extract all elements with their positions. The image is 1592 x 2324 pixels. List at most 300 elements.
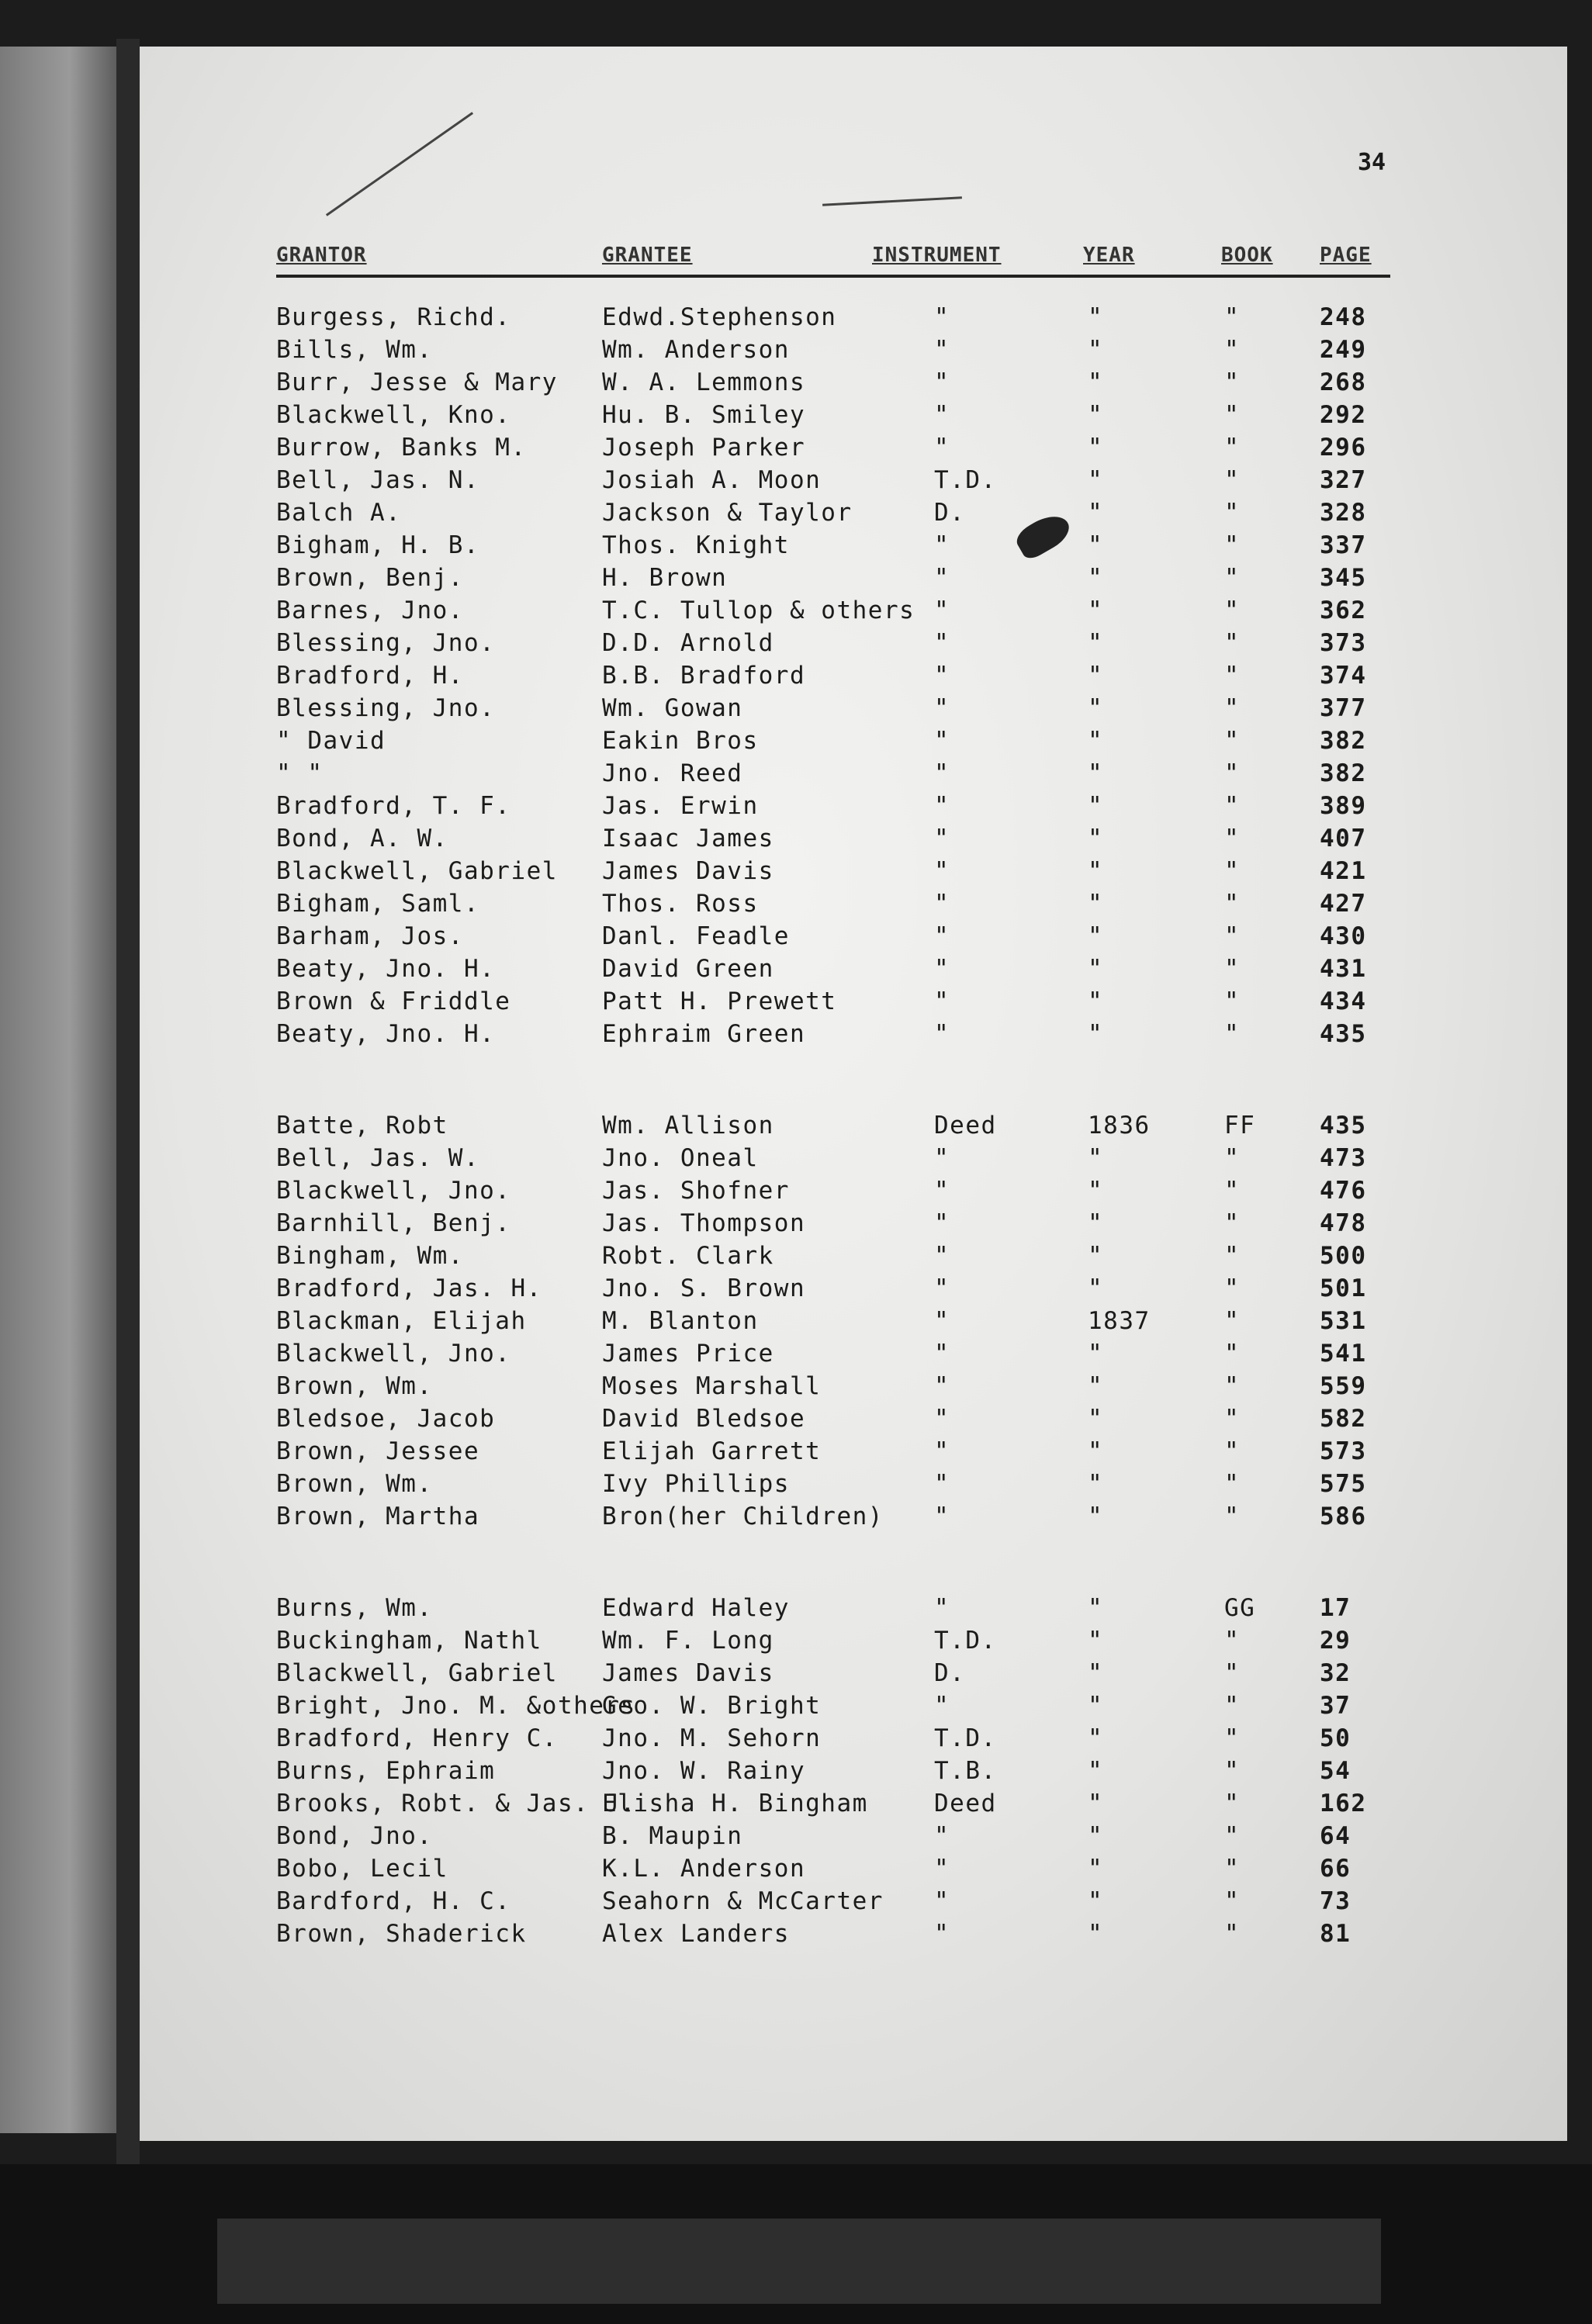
table-row xyxy=(276,1820,1390,1852)
cell-year: " xyxy=(1088,1274,1104,1302)
cell-instrument: " xyxy=(934,1887,950,1915)
cell-page: 64 xyxy=(1320,1822,1351,1850)
cell-grantor: Bradford, T. F. xyxy=(276,792,511,820)
cell-page: 389 xyxy=(1320,792,1367,820)
cell-grantor: Brown, Martha xyxy=(276,1503,480,1530)
table-row xyxy=(276,887,1390,920)
cell-page: 32 xyxy=(1320,1659,1351,1687)
cell-instrument: " xyxy=(934,825,950,852)
cell-instrument: " xyxy=(934,792,950,820)
cell-book: " xyxy=(1224,629,1241,657)
cell-book: " xyxy=(1224,955,1241,983)
cell-page: 327 xyxy=(1320,466,1367,494)
cell-grantor: Brown, Wm. xyxy=(276,1372,433,1400)
page-number: 34 xyxy=(1358,149,1386,176)
cell-year: " xyxy=(1088,1372,1104,1400)
cell-year: " xyxy=(1088,1177,1104,1205)
cell-grantee: D.D. Arnold xyxy=(602,629,774,657)
cell-grantee: Geo. W. Bright xyxy=(602,1692,822,1720)
cell-grantor: Beaty, Jno. H. xyxy=(276,1020,496,1048)
cell-grantee: K.L. Anderson xyxy=(602,1855,806,1883)
cell-book: " xyxy=(1224,1405,1241,1433)
cell-grantee: Patt H. Prewett xyxy=(602,987,837,1015)
cell-grantor: Blessing, Jno. xyxy=(276,694,496,722)
cell-book: " xyxy=(1224,1274,1241,1302)
cell-grantee: B.B. Bradford xyxy=(602,662,806,690)
cell-grantee: Alex Landers xyxy=(602,1920,790,1948)
table-row xyxy=(276,1018,1390,1050)
cell-grantee: David Bledsoe xyxy=(602,1405,806,1433)
cell-book: " xyxy=(1224,1692,1241,1720)
table-row xyxy=(276,1755,1390,1787)
cell-grantee: Elijah Garrett xyxy=(602,1437,822,1465)
cell-grantor: Barham, Jos. xyxy=(276,922,464,950)
cell-page: 573 xyxy=(1320,1437,1367,1465)
cell-year: " xyxy=(1088,1855,1104,1883)
cell-page: 268 xyxy=(1320,368,1367,396)
cell-year: " xyxy=(1088,857,1104,885)
cell-page: 435 xyxy=(1320,1020,1367,1048)
cell-instrument: " xyxy=(934,694,950,722)
cell-page: 374 xyxy=(1320,662,1367,690)
table-row xyxy=(276,1240,1390,1272)
cell-page: 382 xyxy=(1320,759,1367,787)
table-row xyxy=(276,1109,1390,1142)
table-row xyxy=(276,1435,1390,1468)
cell-book: " xyxy=(1224,1340,1241,1368)
cell-page: 249 xyxy=(1320,336,1367,364)
cell-grantee: Hu. B. Smiley xyxy=(602,401,806,429)
cell-grantor: Brown, Benj. xyxy=(276,564,464,592)
cell-instrument: " xyxy=(934,759,950,787)
cell-page: 373 xyxy=(1320,629,1367,657)
cell-instrument: " xyxy=(934,857,950,885)
cell-grantee: Thos. Ross xyxy=(602,890,759,918)
cell-grantor: Bright, Jno. M. &others xyxy=(276,1692,636,1720)
cell-instrument: " xyxy=(934,1209,950,1237)
cell-year: " xyxy=(1088,1692,1104,1720)
cell-page: 296 xyxy=(1320,434,1367,462)
cell-grantor: Bobo, Lecil xyxy=(276,1855,448,1883)
cell-grantee: Thos. Knight xyxy=(602,531,790,559)
cell-grantee: Wm. Anderson xyxy=(602,336,790,364)
cell-book: " xyxy=(1224,890,1241,918)
cell-year: " xyxy=(1088,1020,1104,1048)
cell-grantee: Jno. M. Sehorn xyxy=(602,1724,822,1752)
cell-instrument: " xyxy=(934,1437,950,1465)
table-row xyxy=(276,1689,1390,1722)
table-row xyxy=(276,1305,1390,1337)
cell-grantee: Jas. Shofner xyxy=(602,1177,790,1205)
cell-grantor: Burgess, Richd. xyxy=(276,303,511,331)
cell-year: " xyxy=(1088,1503,1104,1530)
cell-year: " xyxy=(1088,727,1104,755)
header-grantor: GRANTOR xyxy=(276,244,367,267)
cell-grantor: Brooks, Robt. & Jas. J. xyxy=(276,1790,636,1817)
cell-grantee: Danl. Feadle xyxy=(602,922,790,950)
cell-year: " xyxy=(1088,597,1104,624)
cell-instrument: " xyxy=(934,662,950,690)
table-row xyxy=(276,1787,1390,1820)
cell-grantee: Ivy Phillips xyxy=(602,1470,790,1498)
cell-year: " xyxy=(1088,987,1104,1015)
cell-grantee: Seahorn & McCarter xyxy=(602,1887,884,1915)
table-row xyxy=(276,431,1390,464)
cell-year: " xyxy=(1088,759,1104,787)
table-row xyxy=(276,594,1390,627)
cell-grantor: Burns, Ephraim xyxy=(276,1757,496,1785)
cell-grantor: Brown, Wm. xyxy=(276,1470,433,1498)
header-book: BOOK xyxy=(1221,244,1273,267)
cell-book: " xyxy=(1224,922,1241,950)
cell-grantee: Jno. S. Brown xyxy=(602,1274,806,1302)
table-row xyxy=(276,985,1390,1018)
cell-grantee: H. Brown xyxy=(602,564,728,592)
cell-page: 362 xyxy=(1320,597,1367,624)
cell-book: " xyxy=(1224,759,1241,787)
cell-grantor: Burrow, Banks M. xyxy=(276,434,527,462)
cell-grantee: Edward Haley xyxy=(602,1594,790,1622)
cell-year: " xyxy=(1088,955,1104,983)
cell-grantor: Bradford, Henry C. xyxy=(276,1724,558,1752)
cell-book: " xyxy=(1224,531,1241,559)
cell-page: 17 xyxy=(1320,1594,1351,1622)
cell-year: " xyxy=(1088,1470,1104,1498)
cell-grantee: Jas. Thompson xyxy=(602,1209,806,1237)
cell-instrument: " xyxy=(934,629,950,657)
cell-grantor: Blessing, Jno. xyxy=(276,629,496,657)
table-row xyxy=(276,1370,1390,1402)
table-row xyxy=(276,562,1390,594)
cell-book: " xyxy=(1224,1757,1241,1785)
cell-book: GG xyxy=(1224,1594,1256,1622)
table-row xyxy=(276,822,1390,855)
cell-book: " xyxy=(1224,1372,1241,1400)
table-row xyxy=(276,855,1390,887)
cell-book: " xyxy=(1224,694,1241,722)
cell-page: 582 xyxy=(1320,1405,1367,1433)
cell-grantor: Balch A. xyxy=(276,499,402,527)
table-row xyxy=(276,659,1390,692)
cell-page: 292 xyxy=(1320,401,1367,429)
cell-page: 575 xyxy=(1320,1470,1367,1498)
cell-year: " xyxy=(1088,1724,1104,1752)
table-row xyxy=(276,1402,1390,1435)
cell-grantee: Isaac James xyxy=(602,825,774,852)
cell-grantor: Bond, A. W. xyxy=(276,825,448,852)
cell-grantor: Blackwell, Gabriel xyxy=(276,857,558,885)
cell-grantee: Edwd.Stephenson xyxy=(602,303,837,331)
cell-grantor: Barnes, Jno. xyxy=(276,597,464,624)
table-row xyxy=(276,725,1390,757)
cell-year: " xyxy=(1088,629,1104,657)
cell-grantee: James Davis xyxy=(602,1659,774,1687)
cell-year: " xyxy=(1088,1822,1104,1850)
cell-year: " xyxy=(1088,922,1104,950)
table-row xyxy=(276,1337,1390,1370)
cell-book: " xyxy=(1224,987,1241,1015)
cell-instrument: T.D. xyxy=(934,1724,997,1752)
cell-page: 500 xyxy=(1320,1242,1367,1270)
cell-grantor: Blackwell, Jno. xyxy=(276,1340,511,1368)
cell-year: " xyxy=(1088,1242,1104,1270)
cell-page: 382 xyxy=(1320,727,1367,755)
cell-page: 73 xyxy=(1320,1887,1351,1915)
cell-book: " xyxy=(1224,1209,1241,1237)
cell-book: " xyxy=(1224,792,1241,820)
cell-instrument: " xyxy=(934,303,950,331)
cell-book: " xyxy=(1224,1627,1241,1655)
table-row xyxy=(276,953,1390,985)
cell-year: " xyxy=(1088,825,1104,852)
table-row xyxy=(276,692,1390,725)
cell-book: " xyxy=(1224,1242,1241,1270)
cell-grantor: Burr, Jesse & Mary xyxy=(276,368,558,396)
table-row xyxy=(276,1500,1390,1533)
cell-book: " xyxy=(1224,564,1241,592)
cell-instrument: " xyxy=(934,368,950,396)
cell-instrument: " xyxy=(934,1340,950,1368)
cell-grantee: T.C. Tullop & others xyxy=(602,597,915,624)
cell-grantor: " David xyxy=(276,727,386,755)
cell-book: " xyxy=(1224,597,1241,624)
cell-year: " xyxy=(1088,531,1104,559)
cell-grantor: Bell, Jas. N. xyxy=(276,466,480,494)
cell-grantee: Ephraim Green xyxy=(602,1020,806,1048)
cell-page: 248 xyxy=(1320,303,1367,331)
cell-book: " xyxy=(1224,1887,1241,1915)
section-gap xyxy=(276,1533,1390,1592)
header-year: YEAR xyxy=(1083,244,1135,267)
cell-page: 66 xyxy=(1320,1855,1351,1883)
table-row xyxy=(276,1468,1390,1500)
cell-page: 430 xyxy=(1320,922,1367,950)
cell-instrument: " xyxy=(934,1372,950,1400)
cell-instrument: " xyxy=(934,336,950,364)
cell-book: " xyxy=(1224,727,1241,755)
cell-book: " xyxy=(1224,1920,1241,1948)
cell-year: " xyxy=(1088,466,1104,494)
header-grantee: GRANTEE xyxy=(602,244,693,267)
cell-page: 50 xyxy=(1320,1724,1351,1752)
table-row xyxy=(276,529,1390,562)
cell-page: 421 xyxy=(1320,857,1367,885)
cell-page: 541 xyxy=(1320,1340,1367,1368)
cell-book: " xyxy=(1224,434,1241,462)
cell-year: " xyxy=(1088,1594,1104,1622)
cell-book: " xyxy=(1224,1790,1241,1817)
table-row xyxy=(276,1272,1390,1305)
cell-instrument: " xyxy=(934,1855,950,1883)
table-row xyxy=(276,366,1390,399)
cell-grantee: Robt. Clark xyxy=(602,1242,774,1270)
cell-book: " xyxy=(1224,1503,1241,1530)
cell-book: " xyxy=(1224,1437,1241,1465)
cell-grantor: Buckingham, Nathl xyxy=(276,1627,542,1655)
cell-book: " xyxy=(1224,1470,1241,1498)
cell-grantor: Bradford, H. xyxy=(276,662,464,690)
cell-page: 54 xyxy=(1320,1757,1351,1785)
cell-instrument: D. xyxy=(934,499,966,527)
cell-grantor: Burns, Wm. xyxy=(276,1594,433,1622)
cell-grantor: " " xyxy=(276,759,324,787)
cell-instrument: " xyxy=(934,1503,950,1530)
cell-year: " xyxy=(1088,1437,1104,1465)
cell-page: 531 xyxy=(1320,1307,1367,1335)
cell-grantor: Barnhill, Benj. xyxy=(276,1209,511,1237)
cell-year: 1837 xyxy=(1088,1307,1151,1335)
table-row xyxy=(276,920,1390,953)
cell-grantor: Bledsoe, Jacob xyxy=(276,1405,496,1433)
cell-page: 377 xyxy=(1320,694,1367,722)
cell-year: " xyxy=(1088,499,1104,527)
table-row xyxy=(276,334,1390,366)
cell-page: 162 xyxy=(1320,1790,1367,1817)
cell-book: " xyxy=(1224,857,1241,885)
cell-book: " xyxy=(1224,1307,1241,1335)
table-row xyxy=(276,1207,1390,1240)
cell-grantor: Bradford, Jas. H. xyxy=(276,1274,542,1302)
cell-grantor: Blackwell, Kno. xyxy=(276,401,511,429)
cell-year: " xyxy=(1088,401,1104,429)
cell-grantee: Joseph Parker xyxy=(602,434,806,462)
table-row xyxy=(276,1722,1390,1755)
table-row xyxy=(276,790,1390,822)
cell-year: " xyxy=(1088,303,1104,331)
cell-book: " xyxy=(1224,466,1241,494)
header-page: PAGE xyxy=(1320,244,1372,267)
cell-grantor: Bell, Jas. W. xyxy=(276,1144,480,1172)
cell-page: 407 xyxy=(1320,825,1367,852)
cell-year: " xyxy=(1088,1209,1104,1237)
cell-page: 435 xyxy=(1320,1112,1367,1140)
table-row xyxy=(276,1885,1390,1918)
cell-page: 328 xyxy=(1320,499,1367,527)
cell-year: " xyxy=(1088,694,1104,722)
cell-year: " xyxy=(1088,1144,1104,1172)
cell-instrument: Deed xyxy=(934,1790,997,1817)
table-row xyxy=(276,1142,1390,1174)
cell-year: " xyxy=(1088,1790,1104,1817)
cell-instrument: " xyxy=(934,1020,950,1048)
cell-year: " xyxy=(1088,1887,1104,1915)
table-row xyxy=(276,399,1390,431)
cell-instrument: " xyxy=(934,1920,950,1948)
cell-instrument: " xyxy=(934,401,950,429)
cell-book: " xyxy=(1224,303,1241,331)
section-gap xyxy=(276,1050,1390,1109)
cell-instrument: " xyxy=(934,1274,950,1302)
cell-grantor: Bingham, Wm. xyxy=(276,1242,464,1270)
cell-grantee: Wm. Gowan xyxy=(602,694,743,722)
cell-grantee: Jno. W. Rainy xyxy=(602,1757,806,1785)
cell-year: " xyxy=(1088,564,1104,592)
cell-page: 337 xyxy=(1320,531,1367,559)
cell-page: 501 xyxy=(1320,1274,1367,1302)
cell-page: 478 xyxy=(1320,1209,1367,1237)
cell-grantee: Eakin Bros xyxy=(602,727,759,755)
book-gutter xyxy=(116,39,140,2164)
cell-book: " xyxy=(1224,1659,1241,1687)
cell-grantor: Brown & Friddle xyxy=(276,987,511,1015)
cell-book: " xyxy=(1224,1724,1241,1752)
cell-year: " xyxy=(1088,1627,1104,1655)
cell-grantor: Bigham, H. B. xyxy=(276,531,480,559)
cell-grantee: James Davis xyxy=(602,857,774,885)
cell-page: 29 xyxy=(1320,1627,1351,1655)
cell-instrument: " xyxy=(934,1242,950,1270)
cell-book: " xyxy=(1224,368,1241,396)
cell-grantor: Bardford, H. C. xyxy=(276,1887,511,1915)
cell-instrument: " xyxy=(934,890,950,918)
cell-instrument: " xyxy=(934,1470,950,1498)
cell-instrument: " xyxy=(934,1307,950,1335)
cell-page: 586 xyxy=(1320,1503,1367,1530)
cell-year: " xyxy=(1088,368,1104,396)
table-row xyxy=(276,1592,1390,1624)
table-row xyxy=(276,1174,1390,1207)
cell-grantor: Batte, Robt xyxy=(276,1112,448,1140)
cell-year: 1836 xyxy=(1088,1112,1151,1140)
cell-grantor: Blackwell, Gabriel xyxy=(276,1659,558,1687)
cell-book: " xyxy=(1224,336,1241,364)
cell-book: " xyxy=(1224,401,1241,429)
cell-year: " xyxy=(1088,890,1104,918)
cell-grantee: Wm. F. Long xyxy=(602,1627,774,1655)
cell-book: " xyxy=(1224,662,1241,690)
cell-instrument: T.D. xyxy=(934,1627,997,1655)
cell-grantee: W. A. Lemmons xyxy=(602,368,806,396)
deed-index-table xyxy=(276,301,1390,1950)
cell-instrument: D. xyxy=(934,1659,966,1687)
cell-page: 431 xyxy=(1320,955,1367,983)
cell-instrument: " xyxy=(934,1144,950,1172)
cell-instrument: " xyxy=(934,1692,950,1720)
cell-year: " xyxy=(1088,1757,1104,1785)
cell-grantor: Beaty, Jno. H. xyxy=(276,955,496,983)
cell-instrument: " xyxy=(934,597,950,624)
column-header-row xyxy=(276,244,1390,278)
cell-instrument: " xyxy=(934,922,950,950)
cell-page: 473 xyxy=(1320,1144,1367,1172)
cell-instrument: " xyxy=(934,1594,950,1622)
cell-grantee: Jno. Oneal xyxy=(602,1144,759,1172)
cell-instrument: " xyxy=(934,1177,950,1205)
cell-grantor: Bond, Jno. xyxy=(276,1822,433,1850)
cell-instrument: " xyxy=(934,955,950,983)
cell-page: 37 xyxy=(1320,1692,1351,1720)
cell-grantor: Brown, Jessee xyxy=(276,1437,480,1465)
cell-year: " xyxy=(1088,1920,1104,1948)
cell-year: " xyxy=(1088,1340,1104,1368)
cell-year: " xyxy=(1088,336,1104,364)
cell-grantor: Bills, Wm. xyxy=(276,336,433,364)
cell-year: " xyxy=(1088,1405,1104,1433)
cell-book: " xyxy=(1224,499,1241,527)
cell-instrument: Deed xyxy=(934,1112,997,1140)
cell-grantee: Jno. Reed xyxy=(602,759,743,787)
cell-instrument: " xyxy=(934,564,950,592)
cell-instrument: " xyxy=(934,727,950,755)
cell-grantee: Jas. Erwin xyxy=(602,792,759,820)
cell-grantee: James Price xyxy=(602,1340,774,1368)
header-instrument: INSTRUMENT xyxy=(872,244,1002,267)
cell-page: 427 xyxy=(1320,890,1367,918)
cell-book: " xyxy=(1224,1822,1241,1850)
cell-page: 434 xyxy=(1320,987,1367,1015)
table-row xyxy=(276,1657,1390,1689)
table-row xyxy=(276,496,1390,529)
